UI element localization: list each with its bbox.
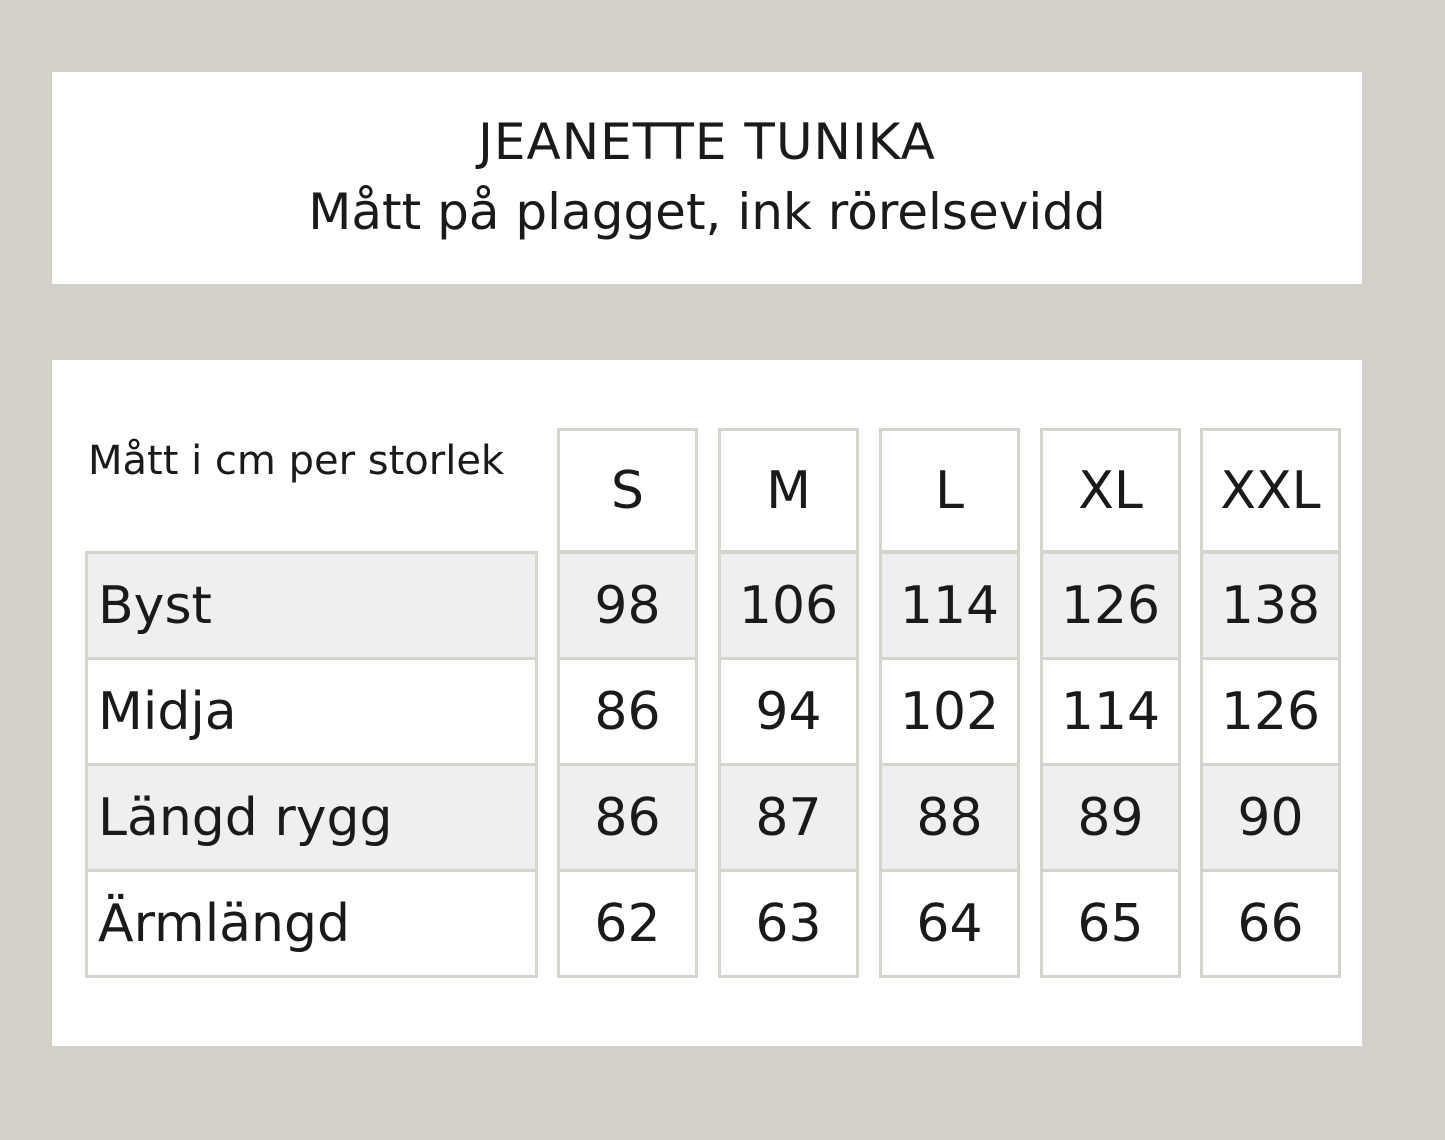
table-corner-label: Mått i cm per storlek — [88, 438, 505, 484]
row-label-langd-rygg: Längd rygg — [85, 763, 538, 872]
size-header-xl: XL — [1040, 428, 1181, 553]
table-cell: 90 — [1200, 763, 1341, 872]
table-cell: 98 — [557, 551, 698, 660]
size-table-panel — [52, 360, 1362, 1046]
page-subtitle: Mått på plagget, ink rörelsevidd — [308, 183, 1106, 241]
table-cell: 126 — [1200, 657, 1341, 766]
row-label-armlangd: Ärmlängd — [85, 869, 538, 978]
table-cell: 87 — [718, 763, 859, 872]
table-cell: 66 — [1200, 869, 1341, 978]
size-header-m: M — [718, 428, 859, 553]
table-cell: 86 — [557, 763, 698, 872]
table-cell: 114 — [1040, 657, 1181, 766]
size-header-l: L — [879, 428, 1020, 553]
table-cell: 114 — [879, 551, 1020, 660]
row-label-midja: Midja — [85, 657, 538, 766]
row-label-byst: Byst — [85, 551, 538, 660]
table-cell: 126 — [1040, 551, 1181, 660]
table-cell: 65 — [1040, 869, 1181, 978]
table-cell: 64 — [879, 869, 1020, 978]
table-cell: 63 — [718, 869, 859, 978]
table-cell: 88 — [879, 763, 1020, 872]
size-header-xxl: XXL — [1200, 428, 1341, 553]
table-cell: 138 — [1200, 551, 1341, 660]
table-cell: 62 — [557, 869, 698, 978]
table-cell: 94 — [718, 657, 859, 766]
table-cell: 102 — [879, 657, 1020, 766]
table-cell: 89 — [1040, 763, 1181, 872]
table-cell: 106 — [718, 551, 859, 660]
size-header-s: S — [557, 428, 698, 553]
page-title: JEANETTE TUNIKA — [478, 113, 936, 171]
table-cell: 86 — [557, 657, 698, 766]
title-panel — [52, 72, 1362, 284]
